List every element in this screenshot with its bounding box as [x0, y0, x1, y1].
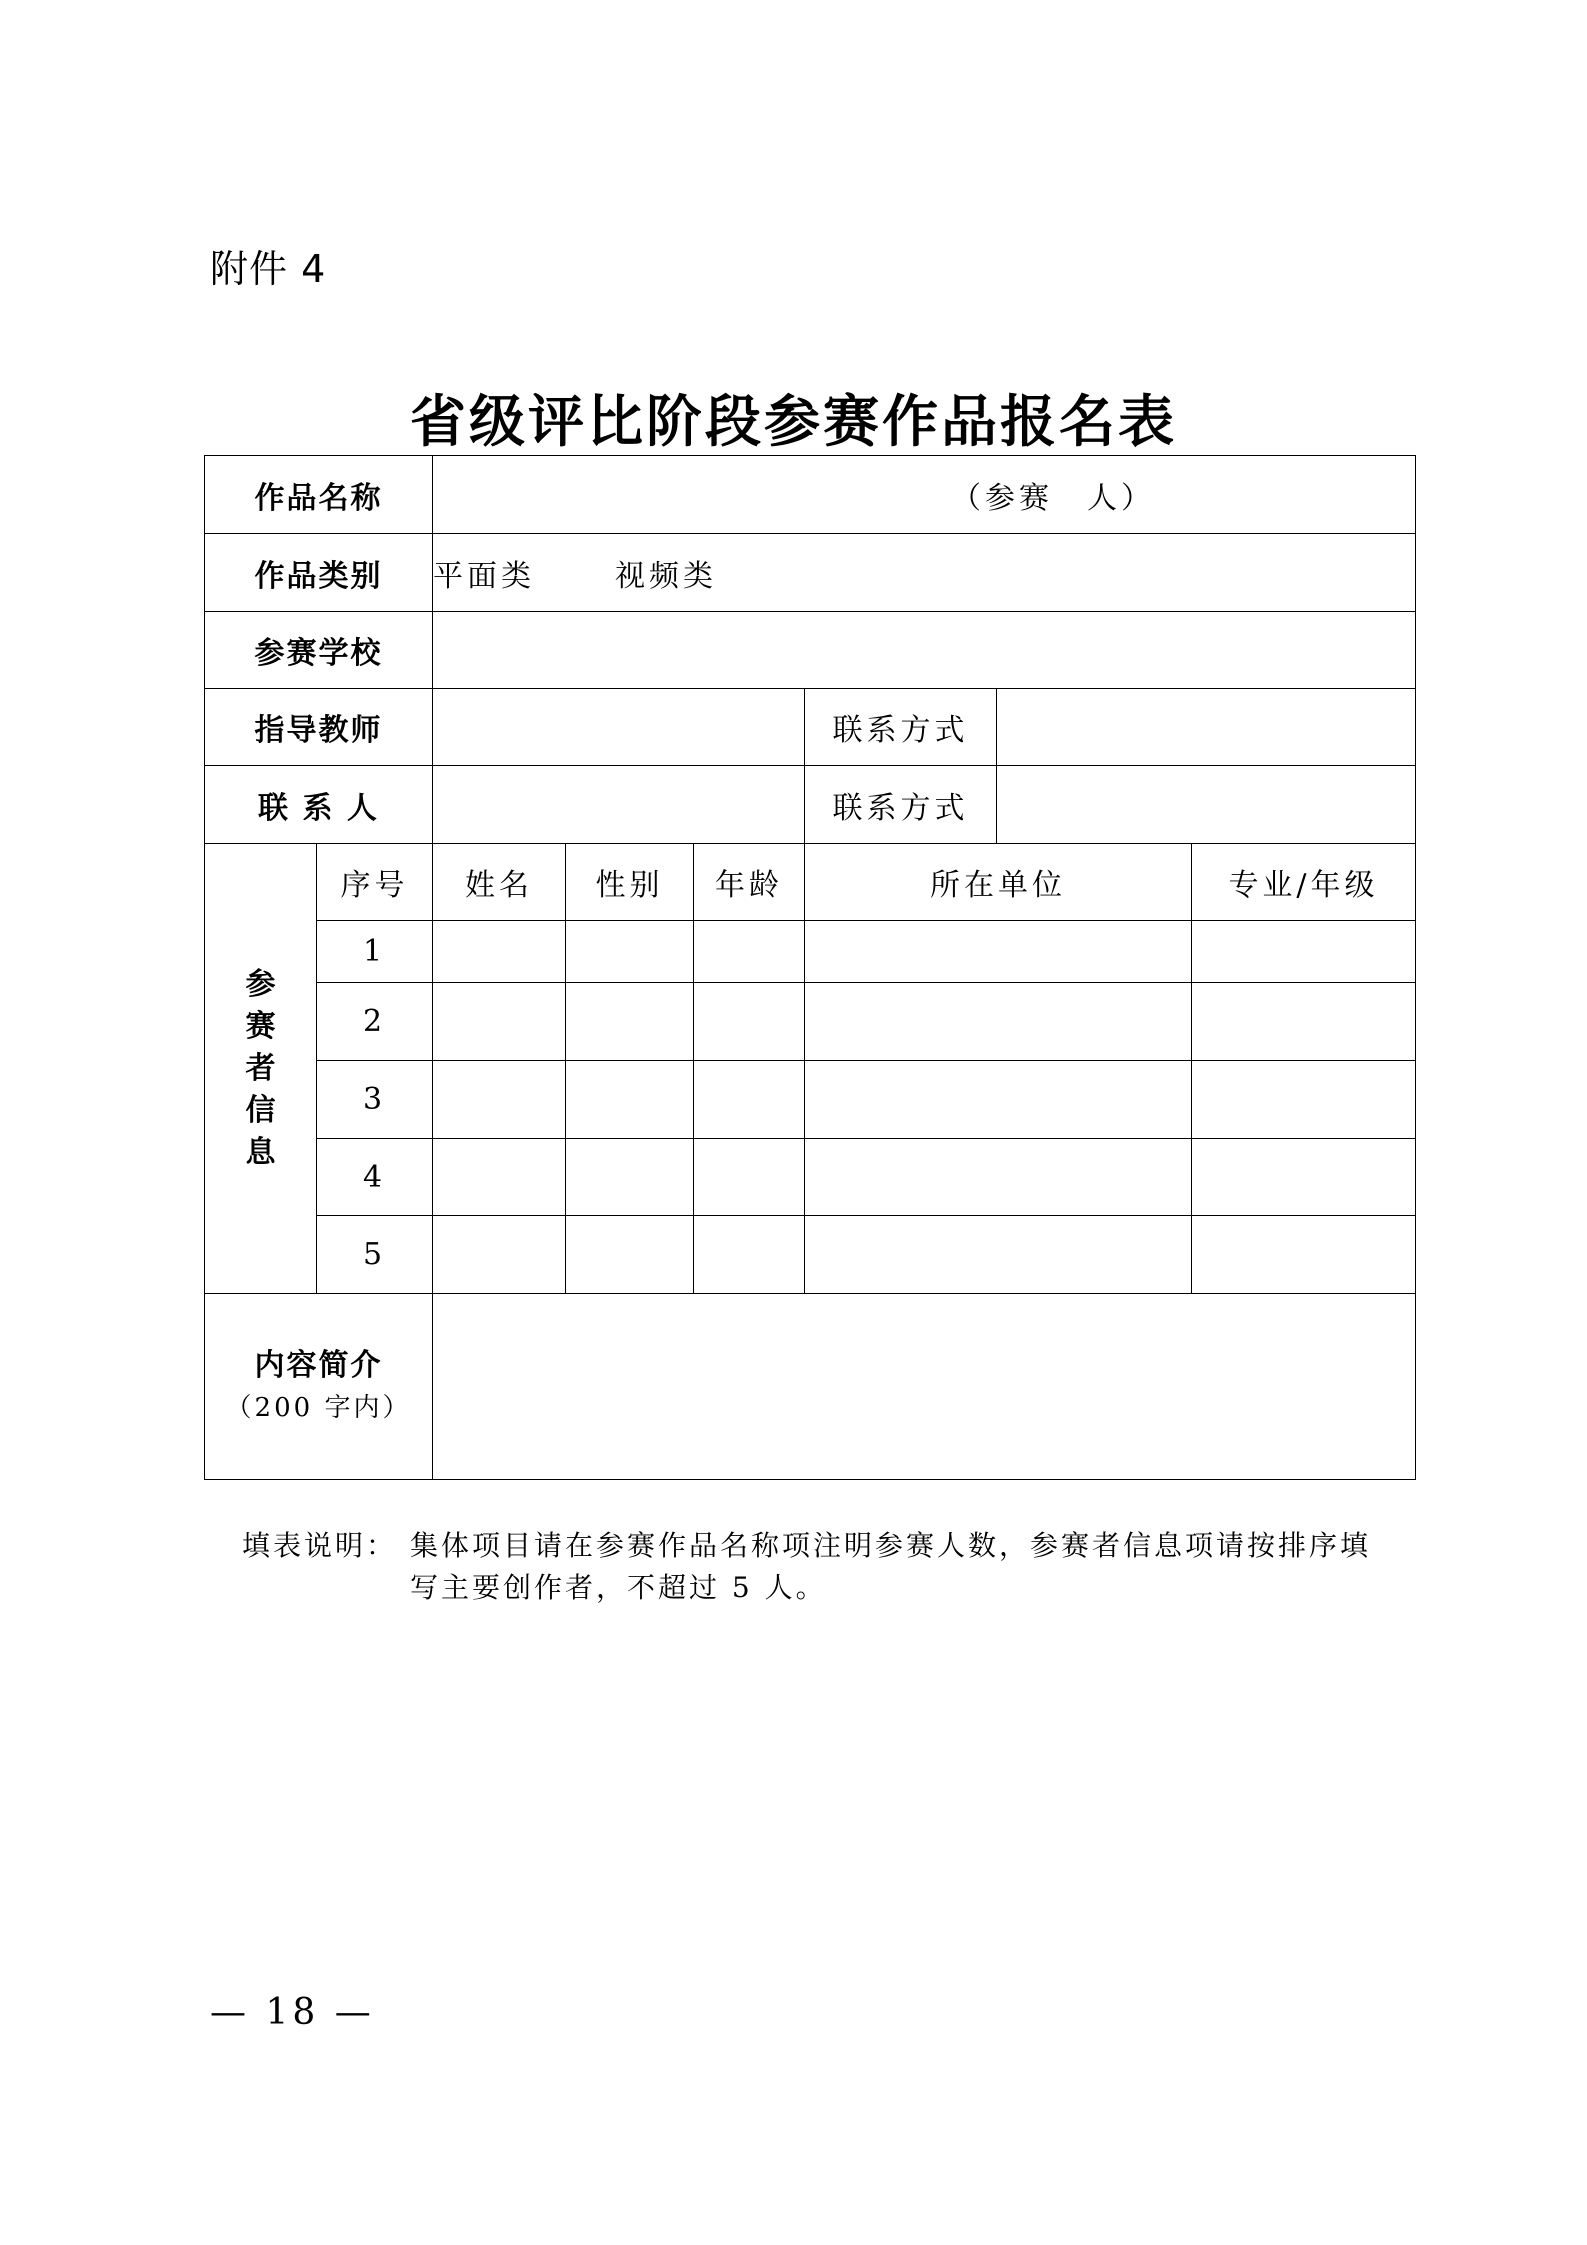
participant-unit-field[interactable] [805, 921, 1192, 983]
participant-row [205, 983, 1416, 1061]
teacher-contact-field[interactable] [997, 689, 1416, 766]
participant-unit-field[interactable] [805, 1061, 1192, 1139]
participant-major-field[interactable] [1192, 1139, 1416, 1216]
participant-gender-field[interactable] [566, 983, 694, 1061]
participant-unit-field[interactable] [805, 983, 1192, 1061]
header-gender: 性别 [566, 844, 694, 921]
participant-gender-field[interactable] [566, 1139, 694, 1216]
participant-seq: 2 [317, 983, 433, 1061]
participant-seq: 5 [317, 1216, 433, 1294]
participant-info-section-label: 参 赛 者 信 息 [205, 844, 317, 1294]
attachment-label: 附件 4 [210, 247, 327, 291]
header-seq: 序号 [317, 844, 433, 921]
row-teacher [205, 689, 1416, 766]
fill-instructions-text: 集体项目请在参赛作品名称项注明参赛人数，参赛者信息项请按排序填写主要创作者，不超过 5 人。 [410, 1529, 1372, 1604]
header-age: 年龄 [694, 844, 805, 921]
category-option-video[interactable]: 视频类 [615, 558, 717, 594]
teacher-label: 指导教师 [205, 689, 433, 766]
intro-label: 内容简介 [254, 1347, 383, 1383]
teacher-contact-label: 联系方式 [805, 689, 997, 766]
work-category-field[interactable] [433, 534, 1416, 612]
participant-age-field[interactable] [694, 1139, 805, 1216]
row-contact-person [205, 766, 1416, 844]
participant-name-field[interactable] [433, 983, 566, 1061]
contact-person-contact-label: 联系方式 [805, 766, 997, 844]
participant-name-field[interactable] [433, 921, 566, 983]
teacher-field[interactable] [433, 689, 805, 766]
contact-person-contact-field[interactable] [997, 766, 1416, 844]
intro-sublabel: （200 字内） [225, 1392, 412, 1423]
participant-header-row [205, 844, 1416, 921]
registration-form-table [204, 455, 1416, 1480]
row-work-category [205, 534, 1416, 612]
participant-seq: 1 [317, 921, 433, 983]
participant-name-field[interactable] [433, 1139, 566, 1216]
row-school [205, 612, 1416, 689]
work-category-label: 作品类别 [205, 534, 433, 612]
participant-row [205, 921, 1416, 983]
participant-row [205, 1061, 1416, 1139]
participant-major-field[interactable] [1192, 983, 1416, 1061]
page-number: — 18 — [210, 1992, 375, 2033]
participant-name-field[interactable] [433, 1061, 566, 1139]
participant-seq: 3 [317, 1061, 433, 1139]
row-intro [205, 1294, 1416, 1480]
participant-age-field[interactable] [694, 1216, 805, 1294]
form-title: 省级评比阶段参赛作品报名表 [410, 390, 1177, 455]
fill-instructions [242, 1525, 1392, 1609]
participant-age-field[interactable] [694, 983, 805, 1061]
work-name-field[interactable] [433, 456, 1416, 534]
participant-count-note: （参赛 人） [951, 480, 1155, 516]
participant-gender-field[interactable] [566, 921, 694, 983]
participant-gender-field[interactable] [566, 1061, 694, 1139]
participant-age-field[interactable] [694, 921, 805, 983]
participant-row [205, 1139, 1416, 1216]
header-major-grade: 专业/年级 [1192, 844, 1416, 921]
participant-seq: 4 [317, 1139, 433, 1216]
school-field[interactable] [433, 612, 1416, 689]
participant-row [205, 1216, 1416, 1294]
intro-label-cell [205, 1294, 433, 1480]
participant-age-field[interactable] [694, 1061, 805, 1139]
header-unit: 所在单位 [805, 844, 1192, 921]
header-name: 姓名 [433, 844, 566, 921]
participant-unit-field[interactable] [805, 1216, 1192, 1294]
work-name-label: 作品名称 [205, 456, 433, 534]
category-option-graphic[interactable]: 平面类 [433, 558, 535, 594]
participant-name-field[interactable] [433, 1216, 566, 1294]
participant-gender-field[interactable] [566, 1216, 694, 1294]
fill-instructions-label: 填表说明： [242, 1529, 398, 1562]
intro-field[interactable] [433, 1294, 1416, 1480]
contact-person-label: 联 系 人 [205, 766, 433, 844]
participant-major-field[interactable] [1192, 1216, 1416, 1294]
participant-major-field[interactable] [1192, 921, 1416, 983]
row-work-name [205, 456, 1416, 534]
participant-major-field[interactable] [1192, 1061, 1416, 1139]
participant-unit-field[interactable] [805, 1139, 1192, 1216]
contact-person-field[interactable] [433, 766, 805, 844]
school-label: 参赛学校 [205, 612, 433, 689]
